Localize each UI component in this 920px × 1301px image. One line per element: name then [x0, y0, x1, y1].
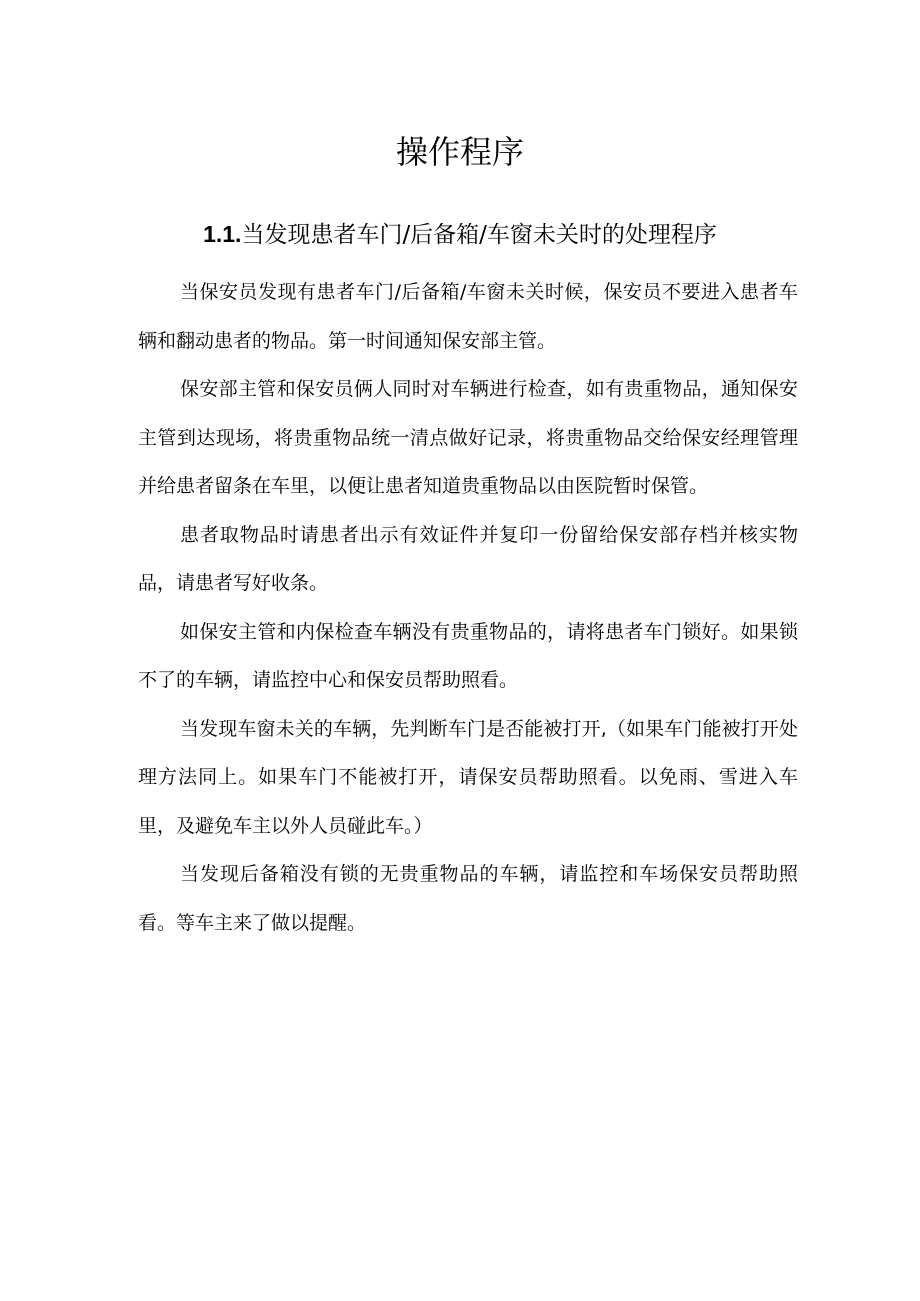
section-heading-text: 当发现患者车门/后备箱/车窗未关时的处理程序	[241, 222, 717, 248]
document-body	[138, 268, 798, 947]
paragraph: 当发现车窗未关的车辆，先判断车门是否能被打开,（如果车门能被打开处理方法同上。如果车门不能被打开，请保安员帮助照看。以免雨、雪进入车里，及避免车主以外人员碰此车。）	[138, 717, 798, 837]
paragraph: 当发现后备箱没有锁的无贵重物品的车辆，请监控和车场保安员帮助照看。等车主来了做以提醒。	[138, 863, 798, 934]
paragraph: 如保安主管和内保检查车辆没有贵重物品的，请将患者车门锁好。如果锁不了的车辆，请监控中心和保安员帮助照看。	[138, 620, 798, 691]
section-number: 1.1.	[203, 221, 242, 247]
paragraph: 保安部主管和保安员俩人同时对车辆进行检查，如有贵重物品，通知保安主管到达现场，将贵重物品统一清点做好记录，将贵重物品交给保安经理管理并给患者留条在车里，以便让患者知道贵重物品以由医院暂时保管。	[138, 378, 798, 497]
paragraph: 当保安员发现有患者车门/后备箱/车窗未关时候，保安员不要进入患者车辆和翻动患者的物品。第一时间通知保安部主管。	[138, 281, 798, 352]
section-heading	[0, 214, 920, 255]
paragraph: 患者取物品时请患者出示有效证件并复印一份留给保安部存档并核实物品，请患者写好收条。	[138, 523, 798, 594]
document-title: 操作程序	[395, 133, 524, 171]
